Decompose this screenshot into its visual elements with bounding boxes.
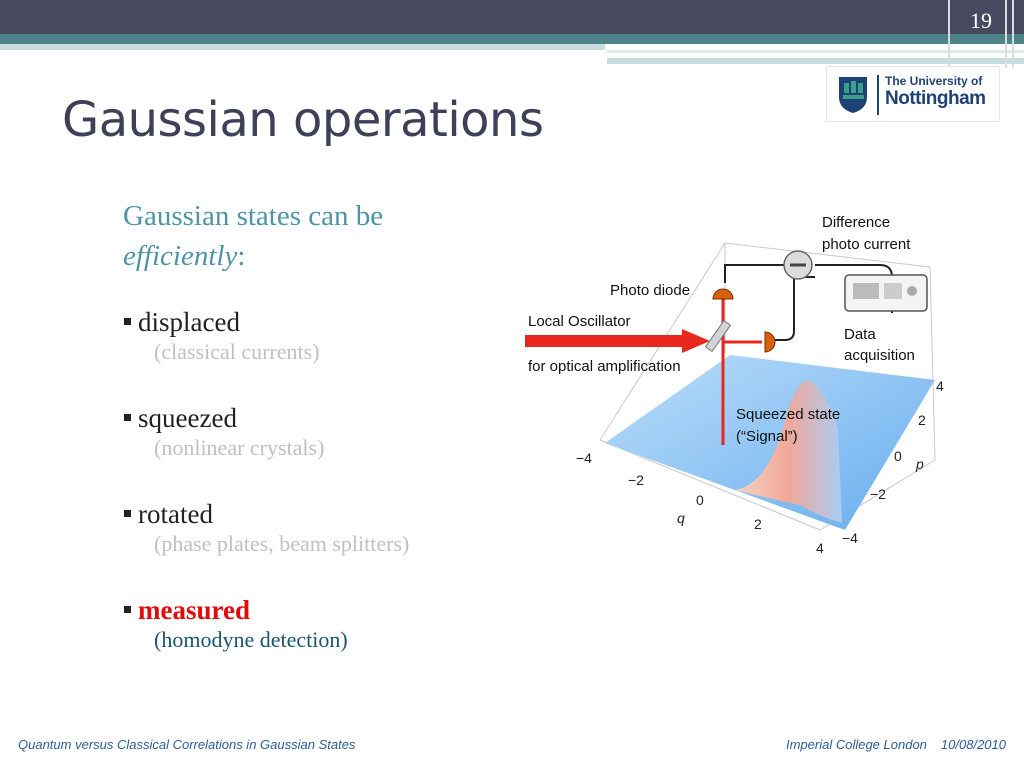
slide-title: Gaussian operations [62,92,544,148]
intro-emphasis: efficiently [123,240,238,272]
q-tick: −2 [628,472,644,488]
operation-label: measured [138,595,250,625]
p-tick: 4 [936,378,944,394]
accent-band [0,34,1024,44]
decor-vline [948,0,950,68]
beam-arrow-icon [682,329,710,353]
local-oscillator-beam [525,335,685,347]
local-oscillator-label: Local Oscillator [528,313,631,330]
list-item [124,499,409,595]
logo-line1: The University of [885,74,983,88]
difference-label: Difference [822,214,891,231]
photodiode-top-icon [713,289,733,299]
operation-label: rotated [138,499,213,529]
photo-diode-label: Photo diode [610,282,691,299]
photo-current-label: photo current [822,236,911,253]
p-tick: 0 [894,448,902,464]
squeezed-state-label: Squeezed state [736,406,841,423]
decor-line [0,44,605,50]
acquisition-label: acquisition [844,347,915,364]
footer-title: Quantum versus Classical Correlations in Gaussian States [18,737,356,752]
photodiode-side-icon [765,332,775,352]
q-tick: 4 [816,540,824,556]
operation-detail: (classical currents) [154,339,320,364]
university-logo [826,66,1000,122]
footer-venue: Imperial College London [785,737,927,752]
operation-label: squeezed [138,403,237,433]
bullet-icon [124,414,131,421]
q-axis-label: q [677,510,685,526]
intro-lead: Gaussian states can be [123,200,384,232]
operation-label: displaced [138,307,240,337]
signal-label: (“Signal”) [736,428,798,445]
logo-line2: Nottingham [885,88,986,109]
q-tick: 2 [754,516,762,532]
operations-list [124,307,409,691]
homodyne-setup-figure [520,205,960,565]
p-tick: −4 [842,530,858,546]
slide-number: 19 [970,8,992,33]
operation-detail: (phase plates, beam splitters) [154,531,410,556]
decor-vline [1005,0,1007,68]
beam-splitter-icon [706,321,731,352]
intro-suffix: : [237,240,246,272]
amplification-label: for optical amplification [528,358,681,375]
footer-info [786,737,1006,752]
data-label: Data [844,326,876,343]
q-tick: −4 [576,450,592,466]
university-crest-icon [835,73,871,115]
operation-detail: (homodyne detection) [154,627,348,652]
bullet-icon [124,510,131,517]
operation-detail: (nonlinear crystals) [154,435,325,460]
bullet-icon [124,318,131,325]
logo-divider [877,75,879,115]
intro-text [123,196,383,276]
q-tick: 0 [696,492,704,508]
bullet-icon [124,606,131,613]
p-axis-label: p [916,456,924,472]
top-banner [0,0,1024,34]
p-tick: −2 [870,486,886,502]
decor-vline [1012,0,1014,68]
list-item [124,595,409,691]
list-item [124,403,409,499]
decor-line [607,58,1024,64]
list-item [124,307,409,403]
footer-date: 10/08/2010 [940,737,1006,752]
p-tick: 2 [918,412,926,428]
decor-line [607,50,1024,53]
